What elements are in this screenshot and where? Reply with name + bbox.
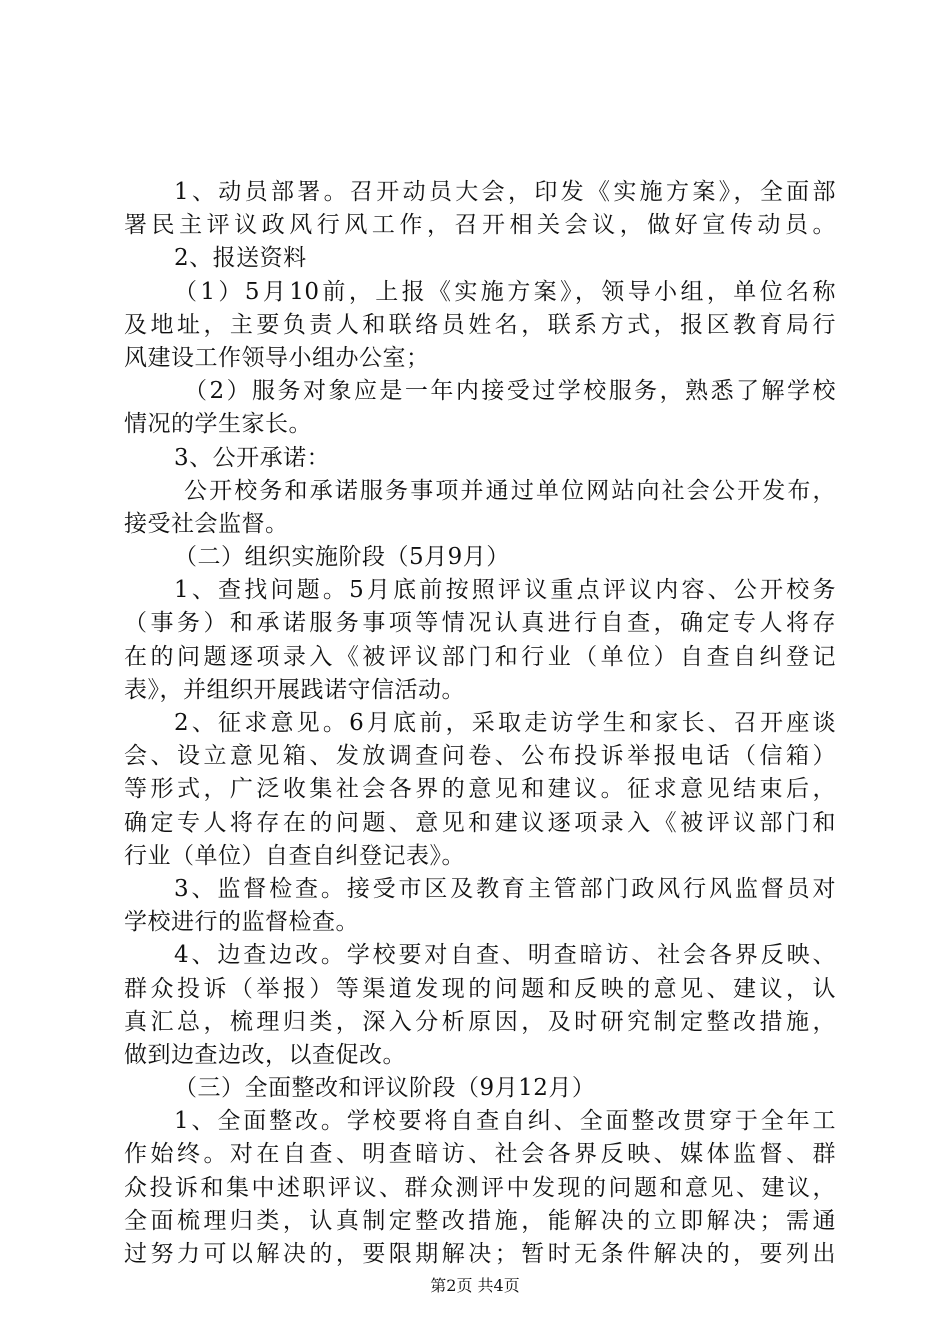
text-line: 署民主评议政风行风工作，召开相关会议，做好宣传动员。	[124, 212, 836, 239]
text-line: （2）服务对象应是一年内接受过学校服务，熟悉了解学校	[184, 378, 836, 405]
text-line: 在的问题逐项录入《被评议部门和行业（单位）自查自纠登记	[124, 643, 836, 670]
text-line: 会、设立意见箱、发放调查问卷、公布投诉举报电话（信箱）	[124, 743, 836, 770]
text-line: 1、全面整改。学校要将自查自纠、全面整改贯穿于全年工	[174, 1108, 836, 1135]
text-line: 情况的学生家长。	[124, 411, 312, 438]
text-line: 确定专人将存在的问题、意见和建议逐项录入《被评议部门和	[124, 809, 836, 836]
text-line: 全面梳理归类，认真制定整改措施，能解决的立即解决；需通	[124, 1207, 836, 1234]
text-line: 接受社会监督。	[124, 510, 289, 537]
text-line: 学校进行的监督检查。	[124, 909, 359, 936]
text-line: 作始终。对在自查、明查暗访、社会各界反映、媒体监督、群	[124, 1141, 836, 1168]
text-line: 群众投诉（举报）等渠道发现的问题和反映的意见、建议，认	[124, 975, 836, 1002]
text-line: 2、征求意见。6月底前，采取走访学生和家长、召开座谈	[174, 710, 836, 736]
text-line: 做到边查边改，以查促改。	[124, 1041, 406, 1068]
section-heading: （二）组织实施阶段（5月9月）	[174, 544, 510, 571]
text-line: 行业（单位）自查自纠登记表》。	[124, 842, 465, 869]
text-line: 风建设工作领导小组办公室；	[124, 344, 430, 371]
text-line: 3、公开承诺：	[174, 444, 331, 471]
text-line: 3、监督检查。接受市区及教育主管部门政风行风监督员对	[174, 875, 836, 902]
text-line: 及地址，主要负责人和联络员姓名，联系方式，报区教育局行	[124, 311, 836, 338]
text-line: 4、边查边改。学校要对自查、明查暗访、社会各界反映、	[174, 942, 836, 969]
text-line: 众投诉和集中述职评议、群众测评中发现的问题和意见、建议，	[124, 1174, 836, 1201]
text-line: 真汇总，梳理归类，深入分析原因，及时研究制定整改措施，	[124, 1008, 836, 1035]
document-body	[124, 176, 836, 1271]
text-line: （事务）和承诺服务事项等情况认真进行自查，确定专人将存	[124, 610, 836, 637]
text-line: 1、查找问题。5月底前按照评议重点评议内容、公开校务	[174, 577, 836, 604]
page-number-footer: 第2页 共4页	[430, 1276, 520, 1295]
text-line: （1）5月10前，上报《实施方案》，领导小组，单位名称	[174, 278, 836, 305]
text-line: 过努力可以解决的，要限期解决；暂时无条件解决的，要列出	[124, 1241, 836, 1267]
text-line: 等形式，广泛收集社会各界的意见和建议。征求意见结束后，	[124, 776, 836, 803]
section-heading: （三）全面整改和评议阶段（9月12月）	[174, 1075, 596, 1102]
text-line: 表》，并组织开展践诺守信活动。	[124, 676, 465, 703]
text-line: 2、报送资料	[174, 245, 307, 272]
text-line: 1、动员部署。召开动员大会，印发《实施方案》，全面部	[174, 179, 836, 205]
text-line: 公开校务和承诺服务事项并通过单位网站向社会公开发布，	[184, 477, 836, 504]
